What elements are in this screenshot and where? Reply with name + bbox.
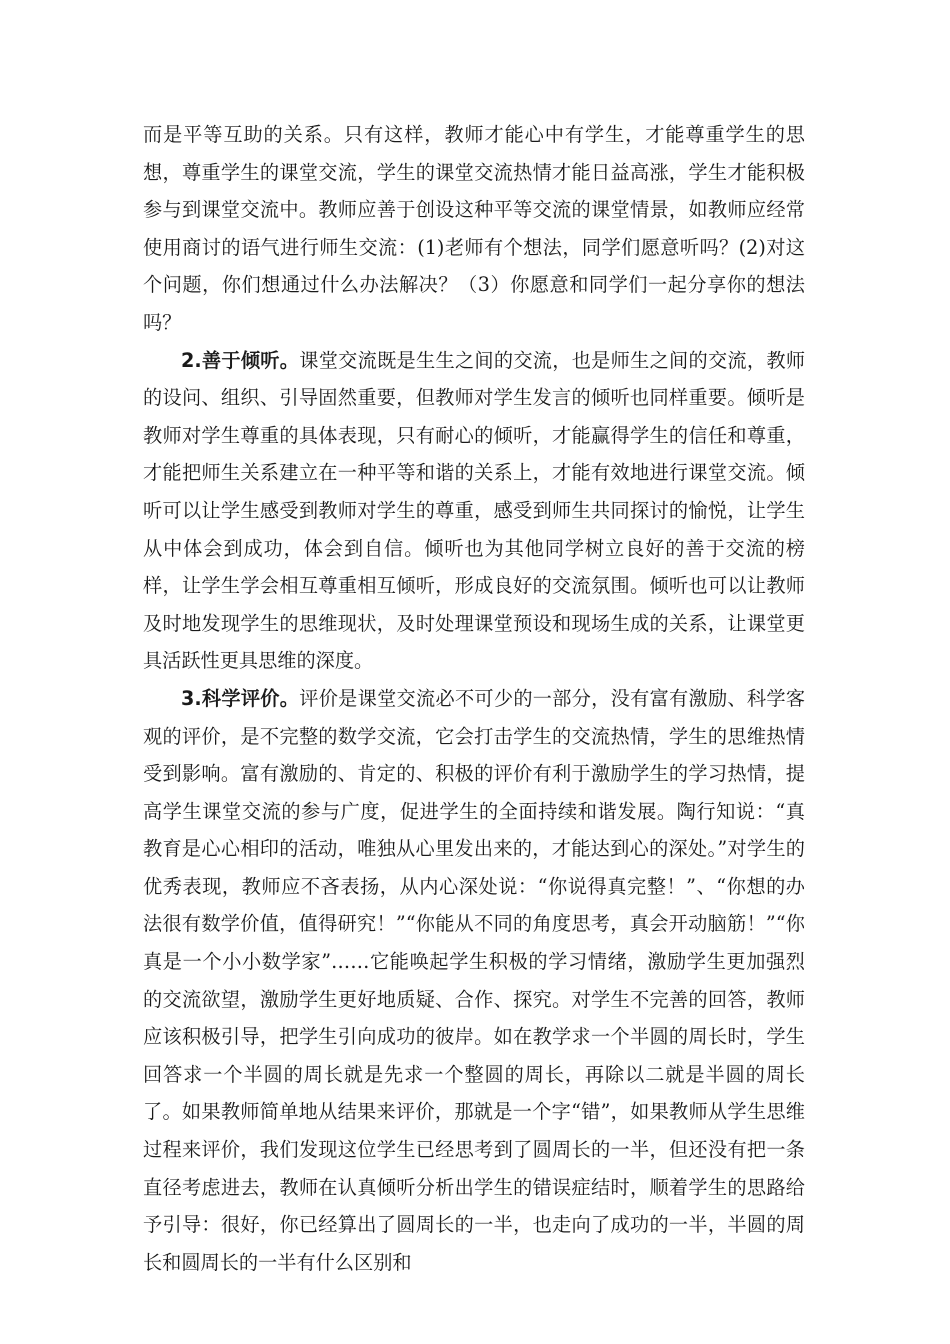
paragraph-text: 评价是课堂交流必不可少的一部分，没有富有激励、科学客观的评价，是不完整的数学交流，它会打击学生的交流热情，学生的思维热情受到影响。富有激励的、肯定的、积极的评价有利于激励学生的学习热情，提高学生课堂交流的参与广度，促进学生的全面持续和谐发展。陶行知说：“真教育是心心相印的活动，唯独从心里发出来的，才能达到心的深处。”对学生的优秀表现，教师应不吝表扬，从内心深处说：“你说得真完整！”、“你想的办法很有数学价值，值得研究！”“你能从不同的角度思考，真会开动脑筋！”“你真是一个小小数学家”……它能唤起学生积极的学习情绪，激励学生更加强烈的交流欲望，激励学生更好地质疑、合作、探究。对学生不完善的回答，教师应该积极引导，把学生引向成功的彼岸。如在教学求一个半圆的周长时，学生回答求一个半圆的周长就是先求一个整圆的周长，再除以二就是半圆的周长了。如果教师简单地从结果来评价，那就是一个字“错”，如果教师从学生思维过程来评价，我们发现这位学生已经思考到了圆周长的一半，但还没有把一条直径考虑进去，教师在认真倾听分析出学生的错误症结时，顺着学生的思路给予引导：很好，你已经算出了圆周长的一半，也走向了成功的一半，半圆的周长和圆周长的一半有什么区别和 <box>143 686 806 1274</box>
document-body <box>143 116 805 1281</box>
section-heading-evaluation: 3.科学评价。 <box>181 686 300 710</box>
paragraph-text: 课堂交流既是生生之间的交流，也是师生之间的交流，教师的设问、组织、引导固然重要，但教师对学生发言的倾听也同样重要。倾听是教师对学生尊重的具体表现，只有耐心的倾听，才能赢得学生的信任和尊重，才能把师生关系建立在一种平等和谐的关系上，才能有效地进行课堂交流。倾听可以让学生感受到教师对学生的尊重，感受到师生共同探讨的愉悦，让学生从中体会到成功，体会到自信。倾听也为其他同学树立良好的善于交流的榜样，让学生学会相互尊重相互倾听，形成良好的交流氛围。倾听也可以让教师及时地发现学生的思维现状，及时处理课堂预设和现场生成的关系，让课堂更具活跃性更具思维的深度。 <box>143 348 806 673</box>
paragraph-listening <box>143 342 805 680</box>
paragraph-evaluation <box>143 680 805 1282</box>
paragraph-continuation <box>143 116 805 342</box>
section-heading-listening: 2.善于倾听。 <box>181 348 300 372</box>
paragraph-text: 而是平等互助的关系。只有这样，教师才能心中有学生，才能尊重学生的思想，尊重学生的课堂交流，学生的课堂交流热情才能日益高涨，学生才能积极参与到课堂交流中。教师应善于创设这种平等交流的课堂情景，如教师应经常使用商讨的语气进行师生交流：(1)老师有个想法，同学们愿意听吗？(2)对这个问题，你们想通过什么办法解决？（3）你愿意和同学们一起分享你的想法吗？ <box>143 123 805 334</box>
